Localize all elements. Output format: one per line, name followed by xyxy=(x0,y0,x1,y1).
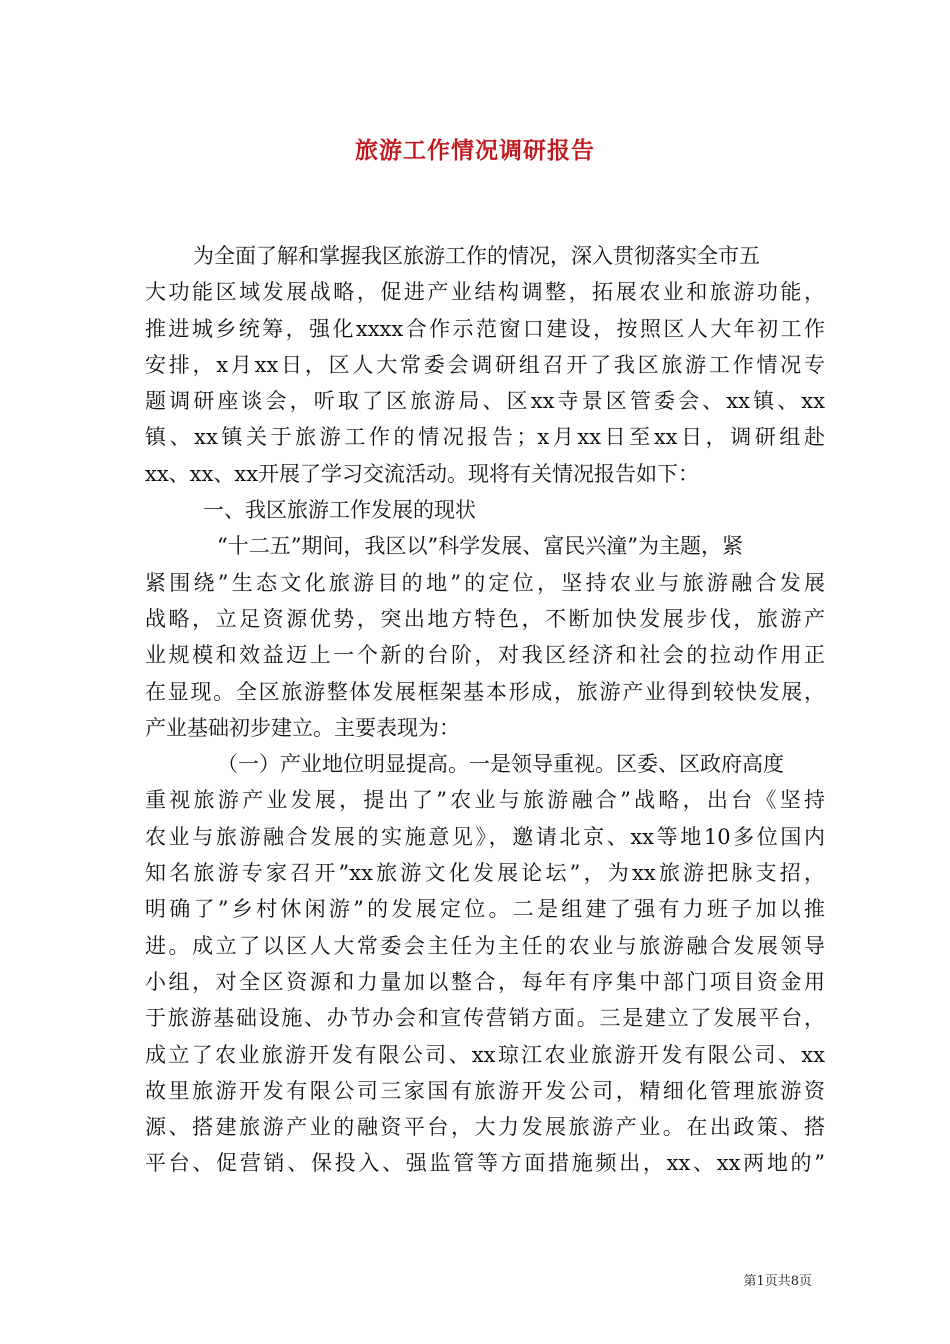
paragraph-line: 业规模和效益迈上一个新的台阶，对我区经济和社会的拉动作用正 xyxy=(145,643,825,668)
document-title: 旅游工作情况调研报告 xyxy=(355,137,595,164)
paragraph-line: “十二五”期间，我区以”科学发展、富民兴潼”为主题，紧 xyxy=(217,534,743,559)
document-body xyxy=(145,238,825,1182)
paragraph-line: 战略，立足资源优势，突出地方特色，不断加快发展步伐，旅游产 xyxy=(145,606,825,631)
paragraph-line: 紧围绕”生态文化旅游目的地”的定位，坚持农业与旅游融合发展 xyxy=(145,570,825,595)
paragraph-line: 小组，对全区资源和力量加以整合，每年有序集中部门项目资金用 xyxy=(145,969,825,994)
section-heading: 一、我区旅游工作发展的现状 xyxy=(203,498,476,523)
paragraph-line: 源、搭建旅游产业的融资平台，大力发展旅游产业。在出政策、搭 xyxy=(145,1115,825,1140)
paragraph-line: 知名旅游专家召开”xx旅游文化发展论坛”，为xx旅游把脉支招， xyxy=(145,861,825,886)
paragraph-line: 于旅游基础设施、办节办会和宣传营销方面。三是建立了发展平台， xyxy=(145,1006,825,1031)
paragraph-line: 明确了”乡村休闲游”的发展定位。二是组建了强有力班子加以推 xyxy=(145,897,825,922)
paragraph-line: 题调研座谈会，听取了区旅游局、区xx寺景区管委会、xx镇、xx xyxy=(145,389,825,414)
paragraph-line: 重视旅游产业发展，提出了”农业与旅游融合”战略，出台《坚持 xyxy=(145,788,825,813)
paragraph-line: 成立了农业旅游开发有限公司、xx琼江农业旅游开发有限公司、xx xyxy=(145,1042,825,1067)
paragraph-line: xx、xx、xx开展了学习交流活动。现将有关情况报告如下： xyxy=(145,461,700,486)
paragraph-line: 产业基础初步建立。主要表现为： xyxy=(145,715,460,740)
paragraph-line: 故里旅游开发有限公司三家国有旅游开发公司，精细化管理旅游资 xyxy=(145,1078,825,1103)
paragraph-line: 农业与旅游融合发展的实施意见》，邀请北京、xx等地10多位国内 xyxy=(145,824,825,849)
paragraph-line: 为全面了解和掌握我区旅游工作的情况，深入贯彻落实全市五 xyxy=(193,244,760,268)
paragraph-line: 推进城乡统筹，强化xxxx合作示范窗口建设，按照区人大年初工作 xyxy=(145,316,825,341)
paragraph-line: 大功能区域发展战略，促进产业结构调整，拓展农业和旅游功能， xyxy=(145,280,825,305)
paragraph-line: 进。成立了以区人大常委会主任为主任的农业与旅游融合发展领导 xyxy=(145,933,825,958)
paragraph-line: 安排，x月xx日，区人大常委会调研组召开了我区旅游工作情况专 xyxy=(145,352,825,377)
paragraph-line: 镇、xx镇关于旅游工作的情况报告；x月xx日至xx日，调研组赴 xyxy=(145,425,825,450)
page-number: 第1页共8页 xyxy=(743,1274,812,1289)
paragraph-line: 在显现。全区旅游整体发展框架基本形成，旅游产业得到较快发展， xyxy=(145,679,825,704)
paragraph-line: 平台、促营销、保投入、强监管等方面措施频出，xx、xx两地的” xyxy=(145,1151,825,1176)
paragraph-line: （一）产业地位明显提高。一是领导重视。区委、区政府高度 xyxy=(217,752,784,777)
